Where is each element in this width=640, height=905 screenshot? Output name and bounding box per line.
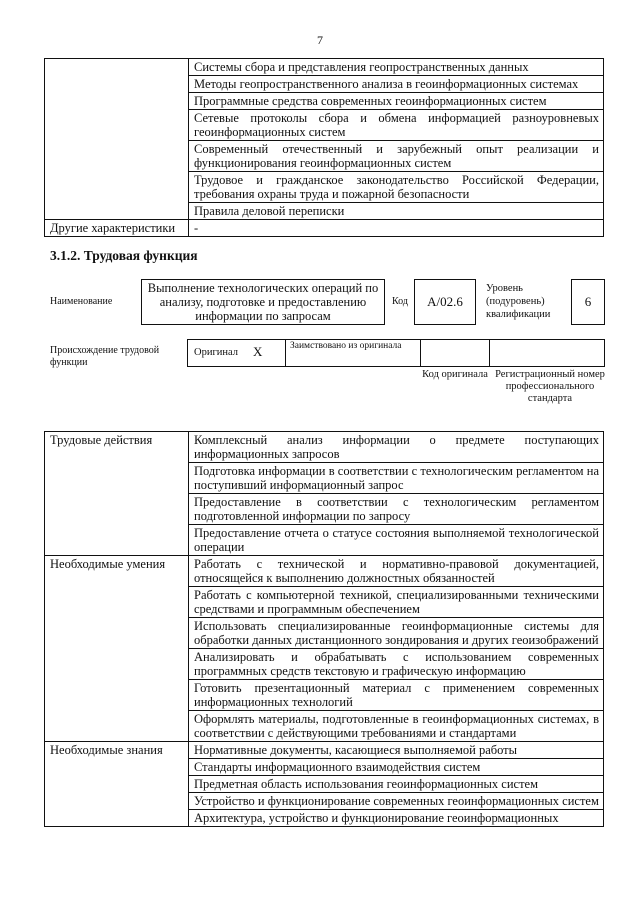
reg-number-caption: Регистрационный номер профессионального стандарта bbox=[495, 369, 605, 404]
code-label: Код bbox=[392, 296, 408, 307]
divider bbox=[285, 339, 286, 367]
borrowed-label: Заимствовано из оригинала bbox=[290, 341, 402, 351]
table-cell: Трудовое и гражданское законодательство Российской Федерации, требования охраны труда и пожарной безопасности bbox=[189, 172, 604, 203]
table-cell: Правила деловой переписки bbox=[189, 203, 604, 220]
table-cell: Использовать специализированные геоинформационные системы для обработки данных дистанционного зондирования и других геоизображений bbox=[189, 618, 604, 649]
function-name-box: Выполнение технологических операций по анализу, подготовке и предоставлению информации по запросам bbox=[141, 279, 385, 325]
name-label: Наименование bbox=[50, 296, 113, 307]
divider bbox=[420, 339, 421, 367]
table-row bbox=[45, 59, 604, 76]
table-cell: Сетевые протоколы сбора и обмена информацией разноуровневых геоинформационных систем bbox=[189, 110, 604, 141]
original-label: Оригинал bbox=[194, 347, 238, 358]
table-cell: Оформлять материалы, подготовленные в геоинформационных системах, в соответствии с действующими требованиями и стандартами bbox=[189, 711, 604, 742]
knowledge-table-continued bbox=[44, 58, 604, 237]
table-cell: Работать с компьютерной техникой, специализированными техническими средствами и программным обеспечением bbox=[189, 587, 604, 618]
code-value-box: A/02.6 bbox=[414, 279, 476, 325]
table-cell: Подготовка информации в соответствии с технологическим регламентом на поступивший информационный запрос bbox=[189, 463, 604, 494]
group-label: Трудовые действия bbox=[45, 432, 189, 556]
table-cell: Комплексный анализ информации о предмете поступающих информационных запросов bbox=[189, 432, 604, 463]
original-mark: X bbox=[253, 344, 263, 359]
origin-label: Происхождение трудовой функции bbox=[50, 345, 160, 368]
table-cell: Предоставление отчета о статусе состояния выполняемой технологической операции bbox=[189, 525, 604, 556]
other-characteristics-label: Другие характеристики bbox=[45, 220, 189, 237]
level-label: Уровень (подуровень) квалификации bbox=[486, 283, 551, 320]
table-cell: Методы геопространственного анализа в геоинформационных системах bbox=[189, 76, 604, 93]
empty-label-cell bbox=[45, 59, 189, 220]
table-row bbox=[45, 556, 604, 587]
table-row bbox=[45, 432, 604, 463]
section-title: 3.1.2. Трудовая функция bbox=[50, 248, 198, 263]
divider bbox=[489, 339, 490, 367]
table-cell: Программные средства современных геоинформационных систем bbox=[189, 93, 604, 110]
table-cell: Стандарты информационного взаимодействия систем bbox=[189, 759, 604, 776]
table-cell: Предметная область использования геоинформационных систем bbox=[189, 776, 604, 793]
table-row bbox=[45, 742, 604, 759]
table-cell: Устройство и функционирование современных геоинформационных систем bbox=[189, 793, 604, 810]
table-cell: Готовить презентационный материал с применением современных информационных технологий bbox=[189, 680, 604, 711]
code-original-caption: Код оригинала bbox=[422, 369, 488, 380]
level-value-box: 6 bbox=[571, 279, 605, 325]
table-cell: Нормативные документы, касающиеся выполняемой работы bbox=[189, 742, 604, 759]
table-cell: Работать с технической и нормативно-правовой документацией, относящейся к выполнению должностных обязанностей bbox=[189, 556, 604, 587]
table-cell: Системы сбора и представления геопространственных данных bbox=[189, 59, 604, 76]
table-cell: Анализировать и обрабатывать с использованием современных программных средств текстовую и графическую информацию bbox=[189, 649, 604, 680]
group-label: Необходимые умения bbox=[45, 556, 189, 742]
page-number: 7 bbox=[317, 33, 323, 47]
group-label: Необходимые знания bbox=[45, 742, 189, 827]
function-details-table bbox=[44, 431, 604, 827]
table-cell: Архитектура, устройство и функционирование геоинформационных bbox=[189, 810, 604, 827]
other-characteristics-value: - bbox=[189, 220, 604, 237]
table-row bbox=[45, 220, 604, 237]
table-cell: Предоставление в соответствии с технологическим регламентом подготовленной информации по запросу bbox=[189, 494, 604, 525]
table-cell: Современный отечественный и зарубежный опыт реализации и функционирования геоинформационных систем bbox=[189, 141, 604, 172]
